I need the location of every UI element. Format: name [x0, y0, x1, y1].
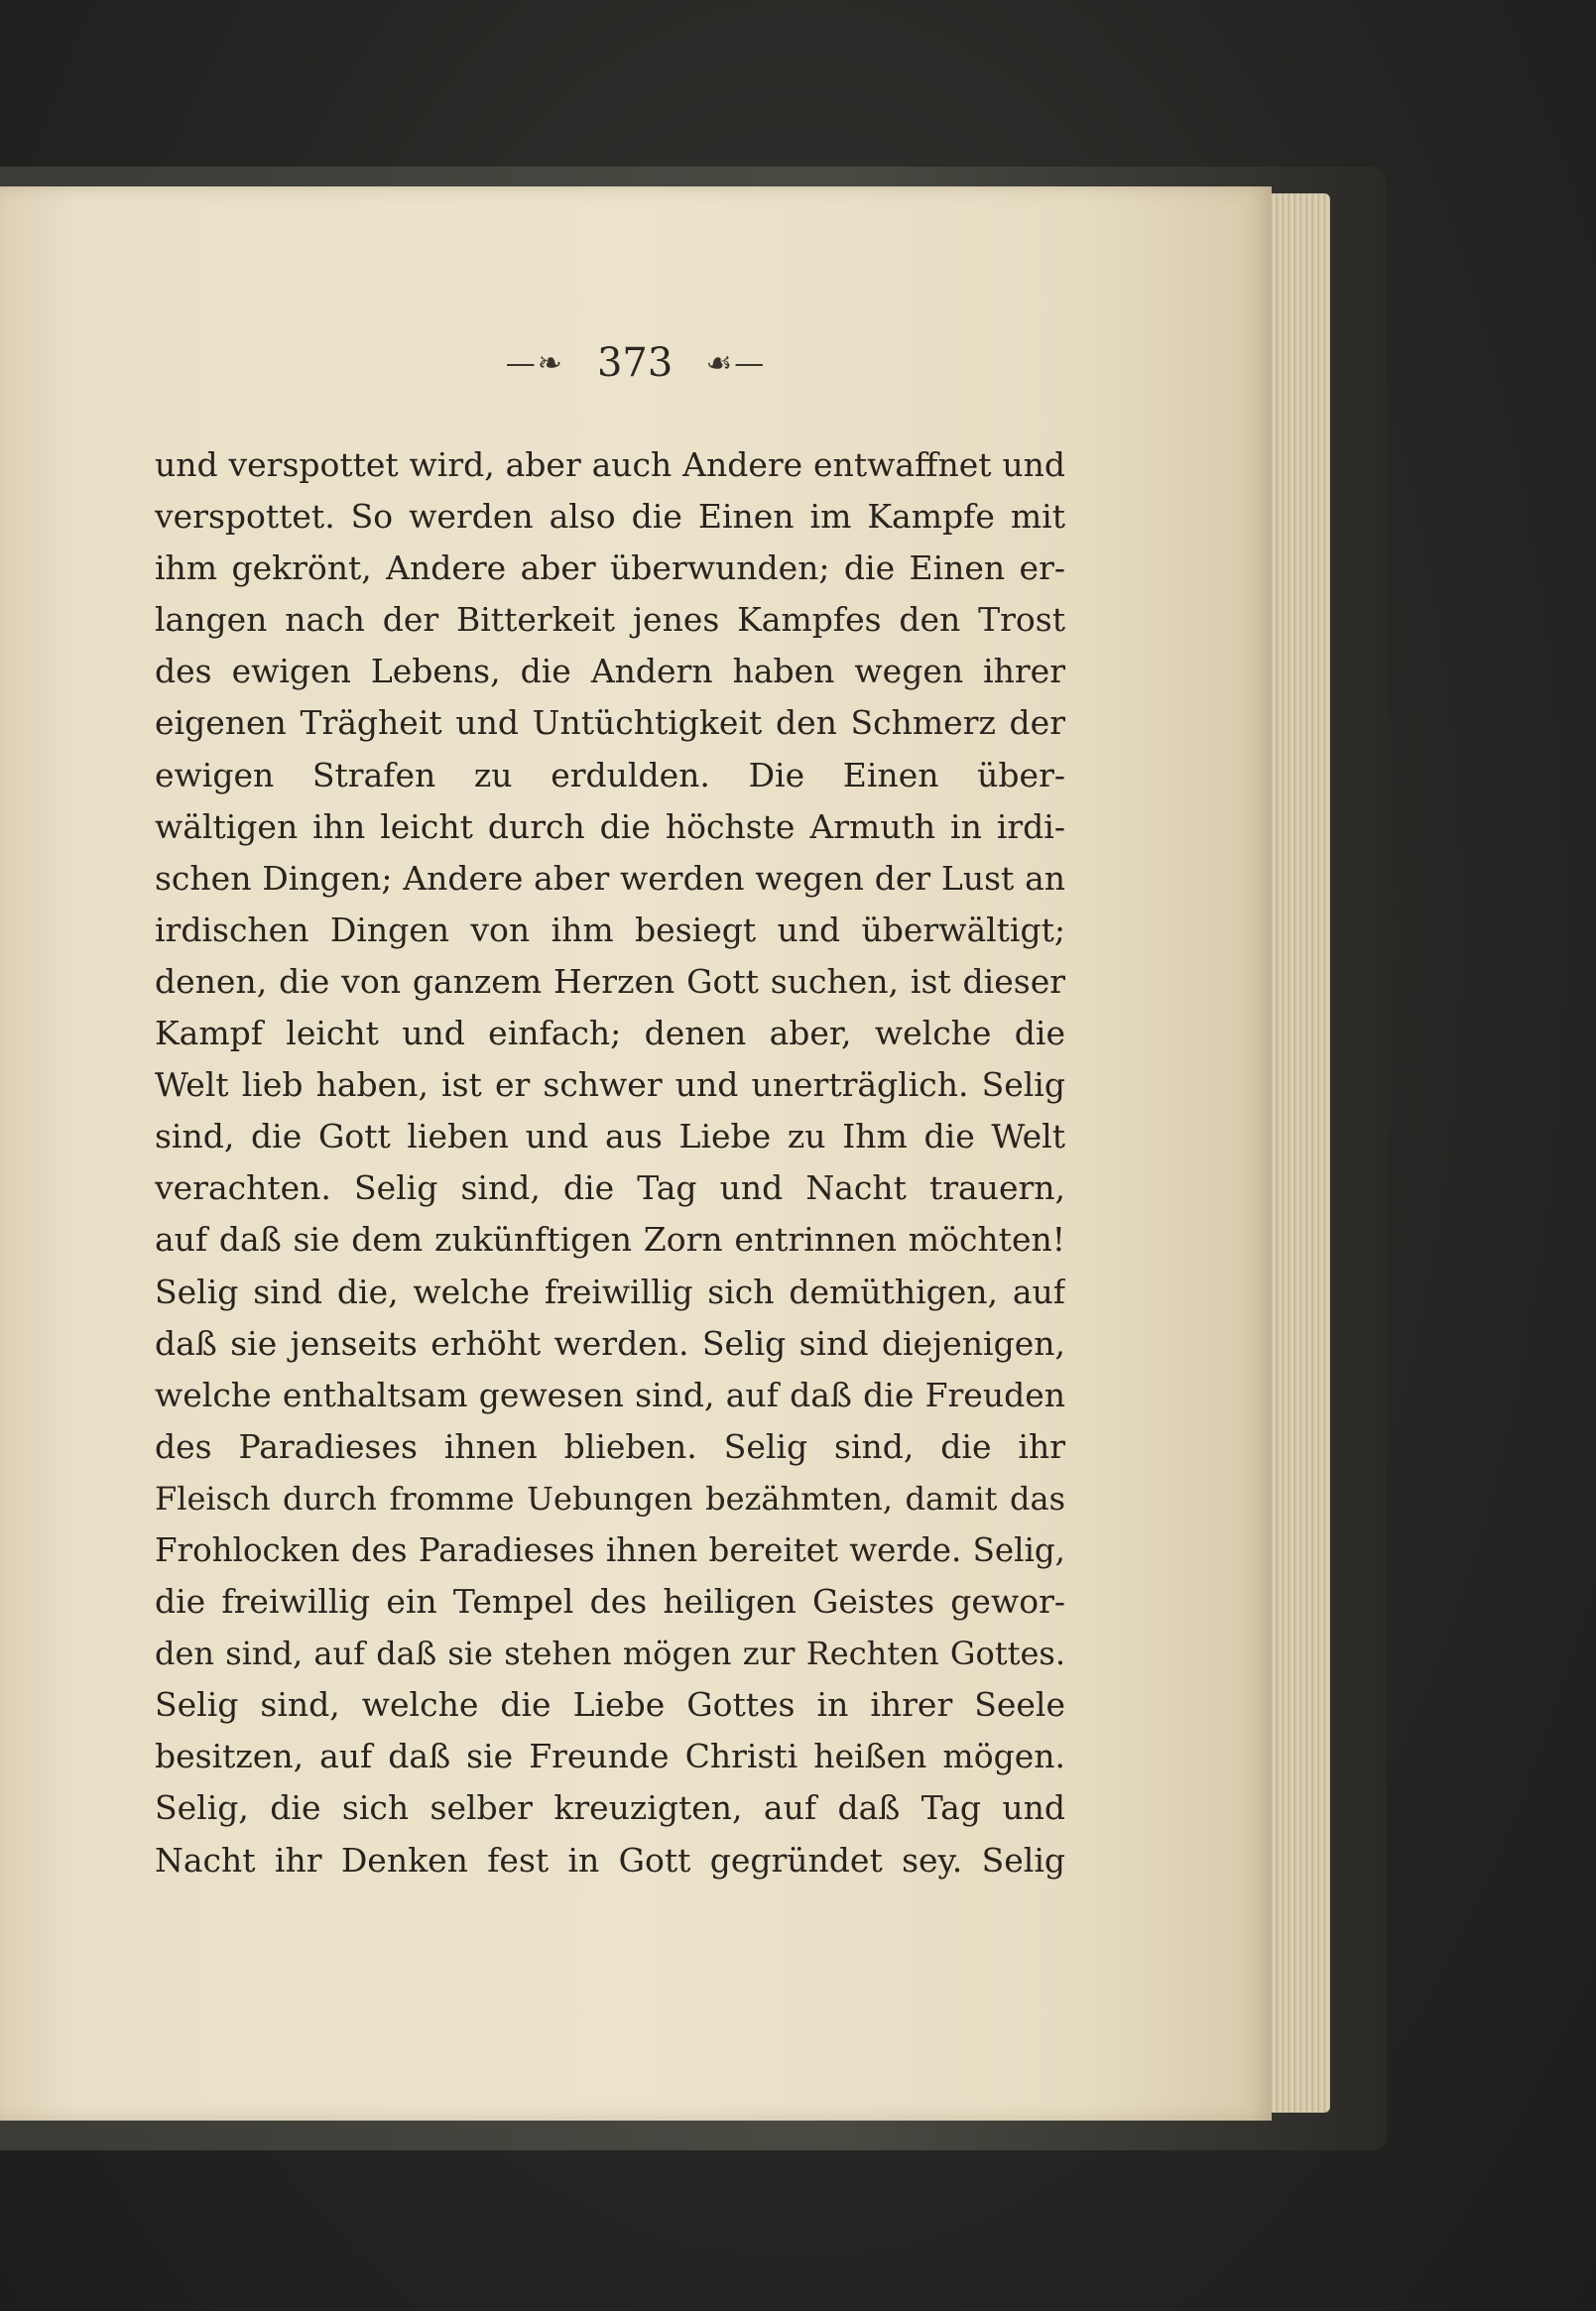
text-line: langen nach der Bitterkeit jenes Kampfes den Trost [155, 600, 1065, 640]
text-line: schen Dingen; Andere aber werden wegen der Lust an [155, 858, 1065, 898]
text-line: des Paradieses ihnen blieben. Selig sind, die ihr [155, 1426, 1065, 1466]
text-line: Selig sind, welche die Liebe Gottes in ihrer Seele [155, 1685, 1065, 1725]
text-line: welche enthaltsam gewesen sind, auf daß die Freuden [155, 1375, 1065, 1414]
ornament-right-icon: ☙— [705, 345, 767, 381]
text-line: eigenen Trägheit und Untüchtigkeit den Schmerz der [155, 703, 1065, 743]
text-line: Welt lieb haben, ist er schwer und unerträglich. Selig [155, 1065, 1065, 1105]
text-line: Kampf leicht und einfach; denen aber, welche die [155, 1014, 1065, 1053]
text-line: und verspottet wird, aber auch Andere entwaffnet und [155, 445, 1065, 484]
text-line: verachten. Selig sind, die Tag und Nacht trauern, [155, 1168, 1065, 1208]
body-text [155, 439, 1065, 1886]
text-line: wältigen ihn leicht durch die höchste Armuth in irdi- [155, 806, 1065, 846]
text-line: des ewigen Lebens, die Andern haben wegen ihrer [155, 652, 1065, 691]
text-line: irdischen Dingen von ihm besiegt und überwältigt; [155, 910, 1065, 949]
text-line: daß sie jenseits erhöht werden. Selig sind diejenigen, [155, 1323, 1065, 1363]
text-line: den sind, auf daß sie stehen mögen zur Rechten Gottes. [155, 1635, 1065, 1673]
text-line: ihm gekrönt, Andere aber überwunden; die Einen er- [155, 548, 1065, 588]
text-line: die freiwillig ein Tempel des heiligen Geistes gewor- [155, 1582, 1065, 1622]
text-line: Selig sind die, welche freiwillig sich demüthigen, auf [155, 1272, 1065, 1311]
text-line: Frohlocken des Paradieses ihnen bereitet werde. Selig, [155, 1530, 1065, 1569]
text-line: denen, die von ganzem Herzen Gott suchen, ist dieser [155, 961, 1065, 1001]
text-line: sind, die Gott lieben und aus Liebe zu Ihm die Welt [155, 1117, 1065, 1156]
text-line: verspottet. So werden also die Einen im Kampfe mit [155, 497, 1065, 537]
text-line: auf daß sie dem zukünftigen Zorn entrinnen möchten! [155, 1220, 1065, 1260]
ornament-left-icon: —❧ [505, 345, 564, 381]
text-line: Selig, die sich selber kreuzigten, auf daß Tag und [155, 1788, 1065, 1828]
text-line: ewigen Strafen zu erdulden. Die Einen über- [155, 755, 1065, 794]
page-header [0, 340, 1272, 392]
text-line: Fleisch durch fromme Uebungen bezähmten, damit das [155, 1479, 1065, 1518]
text-line: Nacht ihr Denken fest in Gott gegründet sey. Selig [155, 1840, 1065, 1880]
page-number: 373 [596, 340, 674, 386]
text-line: besitzen, auf daß sie Freunde Christi heißen mögen. [155, 1737, 1065, 1776]
